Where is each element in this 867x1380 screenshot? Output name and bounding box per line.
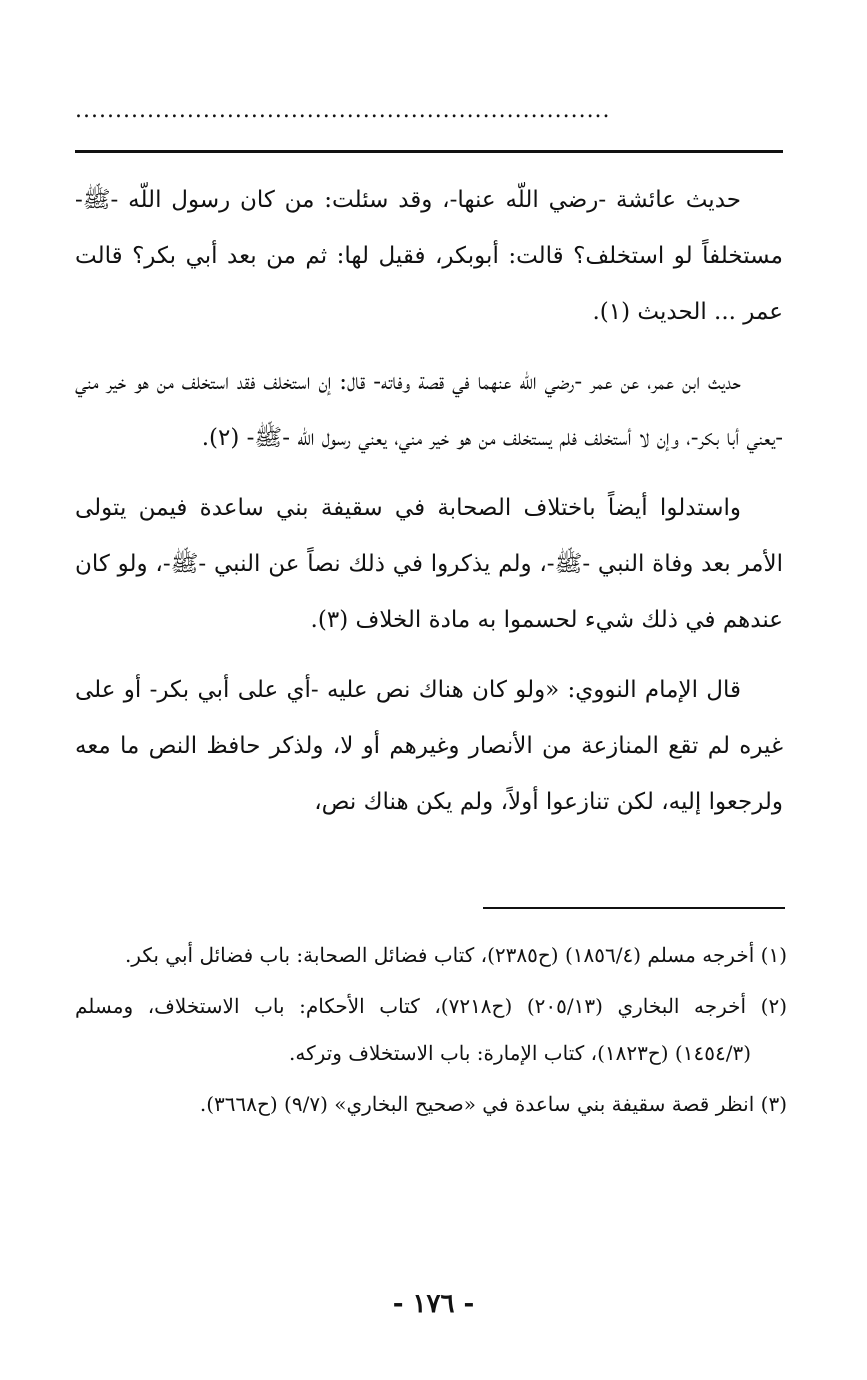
header-dotted-line: ................................................................... [75, 98, 611, 123]
page-number: - ١٧٦ - [392, 1289, 475, 1319]
footnote-3: (٣) انظر قصة سقيفة بني ساعدة في «صحيح البخاري» (٩/٧) (ح٣٦٦٨). [199, 1092, 787, 1116]
main-text [75, 172, 783, 844]
paragraph-ibn-umar-hadith: حديث ابن عمر، عن عمر -رضي اللّه عنهما في قصة وفاته- قال: إن استخلف فقد استخلف من هو خير مني -يعني أبا بكر-، وإن لا أستخلف فلم يستخلف من هو خير مني، يعني رسول اللّه -ﷺ- (٢). [75, 369, 783, 451]
paragraph-saqifa: واستدلوا أيضاً باختلاف الصحابة في سقيفة بني ساعدة فيمن يتولى الأمر بعد وفاة النبي -ﷺ-، ولم يذكروا في ذلك نصاً عن النبي -ﷺ-، ولو كان عندهم في ذلك شيء لحسموا به مادة الخلاف (٣). [75, 495, 783, 633]
header-rule [75, 150, 783, 153]
paragraph-nawawi-quote: قال الإمام النووي: «ولو كان هناك نص عليه -أي على أبي بكر- أو على غيره لم تقع المنازعة من الأنصار وغيرهم أو لا، ولذكر حافظ النص ما معه ولرجعوا إليه، لكن تنازعوا أولاً، ولم يكن هناك نص، [75, 677, 783, 815]
paragraph-aisha-hadith: حديث عائشة -رضي اللّه عنها-، وقد سئلت: من كان رسول اللّه -ﷺ- مستخلفاً لو استخلف؟ قالت: أبوبكر، فقيل لها: ثم من بعد أبي بكر؟ قالت عمر ... الحديث (١). [75, 187, 783, 325]
footnote-separator [483, 907, 785, 909]
footnote-1: (١) أخرجه مسلم (١٨٥٦/٤) (ح٢٣٨٥)، كتاب فضائل الصحابة: باب فضائل أبي بكر. [124, 943, 787, 967]
footnote-2: (٢) أخرجه البخاري (٢٠٥/١٣) (ح٧٢١٨)، كتاب الأحكام: باب الاستخلاف، ومسلم (١٤٥٤/٣) (ح١٨٢٣)، كتاب الإمارة: باب الاستخلاف وتركه. [75, 994, 788, 1065]
footnotes [75, 932, 787, 1132]
